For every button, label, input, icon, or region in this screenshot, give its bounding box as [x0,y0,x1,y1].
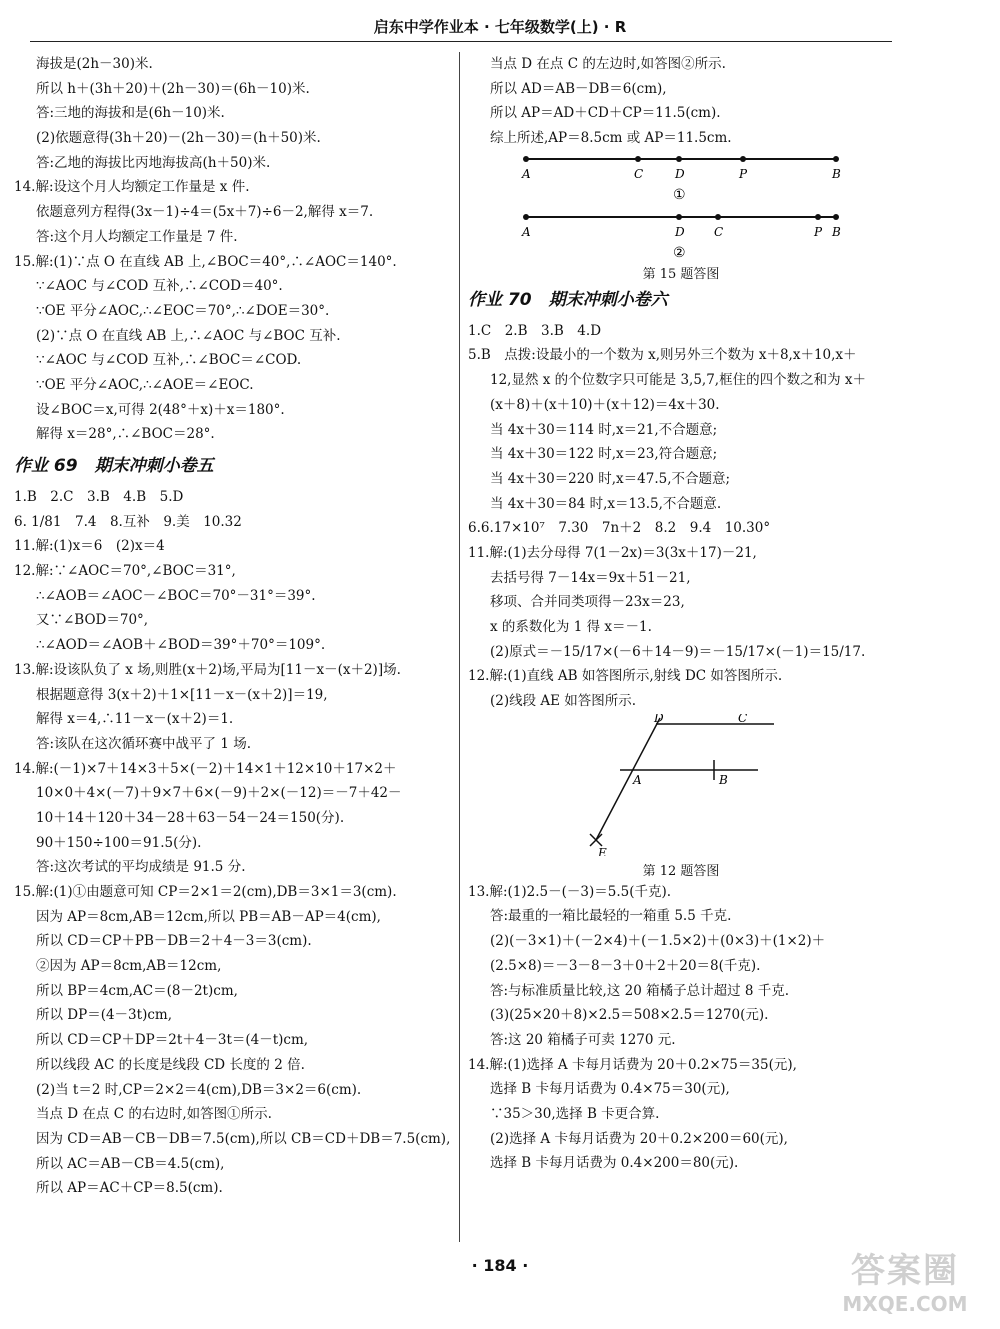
watermark-line1: 答案圈 [851,1251,959,1291]
text-line: 11.解:(1)x＝6 (2)x＝4 [14,538,165,555]
text-line: 10×0＋4×(－7)＋9×7＋6×(－9)＋2×(－12)＝－7＋42－ [36,785,402,802]
text-line: 当 4x＋30＝220 时,x＝47.5,不合题意; [490,470,731,487]
text-line: (2)∵点 O 在直线 AB 上,∴∠AOC 与∠BOC 互补. [36,327,341,344]
text-line: (3)(25×20＋8)×2.5＝508×2.5＝1270(元). [490,1007,769,1024]
text-line: 13.解:(1)2.5－(－3)＝5.5(千克). [468,883,672,900]
figure-12 [468,714,894,880]
text-line: (x＋8)＋(x＋10)＋(x＋12)＝4x＋30. [490,396,720,413]
text-line: 选择 B 卡每月话费为 0.4×200＝80(元). [490,1155,739,1172]
text-line: 因为 AP＝8cm,AB＝12cm,所以 PB＝AB－AP＝4(cm), [36,908,381,925]
text-line: ∵∠AOC 与∠COD 互补,∴∠COD＝40°. [36,278,283,295]
text-line: 当 4x＋30＝84 时,x＝13.5,不合题意. [490,495,722,512]
point-p-1 [740,156,746,162]
label-c: C [738,713,748,725]
text-line: (2)当 t＝2 时,CP＝2×2＝4(cm),DB＝3×2＝6(cm). [36,1081,362,1098]
text-line: ∵35＞30,选择 B 卡更合算. [490,1105,660,1122]
label-b: B [719,772,728,787]
figure-marker-2: ② [673,244,686,261]
text-line: ∵∠AOC 与∠COD 互补,∴∠BOC＝∠COD. [36,352,302,369]
label-a-1: A [522,166,531,181]
text-line: (2)(－3×1)＋(－2×4)＋(－1.5×2)＋(0×3)＋(1×2)＋ [490,933,826,950]
text-line: 15.解:(1)∵点 O 在直线 AB 上,∠BOC＝40°,∴∠AOC＝140°. [14,253,397,270]
text-line: 所以 h＋(3h＋20)＋(2h－30)＝(6h－10)米. [36,80,310,97]
watermark-line2: MXQE.COM [842,1292,968,1316]
text-line: (2)原式＝－15/17×(－6＋14－9)＝－15/17×(－1)＝15/17. [490,643,866,660]
text-line: 所以线段 AC 的长度是线段 CD 长度的 2 倍. [36,1056,305,1073]
text-line: 所以 BP＝4cm,AC＝(8－2t)cm, [36,982,238,999]
point-c-1 [635,156,641,162]
text-line: 答:三地的海拔和是(6h－10)米. [36,105,225,122]
point-d-2 [676,214,682,220]
text-line: 去括号得 7－14x＝9x＋51－21, [490,569,691,586]
text-line: ∴∠AOB＝∠AOC－∠BOC＝70°－31°＝39°. [36,587,316,604]
figure-15-caption: 第 15 题答图 [642,266,720,282]
text-line: 答:这 20 箱橘子可卖 1270 元. [490,1031,676,1048]
text-line: (2.5×8)＝－3－8－3＋0＋2＋20＝8(千克). [490,957,761,974]
text-line: 6. 1/81 7.4 8.互补 9.美 10.32 [14,513,242,530]
text-line: 12.解:∵∠AOC＝70°,∠BOC＝31°, [14,563,236,580]
text-line: 解得 x＝28°,∴∠BOC＝28°. [36,426,215,443]
text-line: 答:这个月人均额定工作量是 7 件. [36,228,238,245]
text-line: 答:这次考试的平均成绩是 91.5 分. [36,859,246,876]
text-line: 答:乙地的海拔比丙地海拔高(h＋50)米. [36,154,271,171]
left-lines-b [14,485,454,1201]
text-line: 又∵∠BOD＝70°, [36,612,149,629]
section-heading-69: 作业 69 期末冲刺小卷五 [14,456,214,476]
text-line: 综上所述,AP＝8.5cm 或 AP＝11.5cm. [490,130,732,147]
text-line: 1.C 2.B 3.B 4.D [468,322,602,339]
text-line: ②因为 AP＝8cm,AB＝12cm, [36,958,222,975]
text-line: 解得 x＝4,∴11－x－(x＋2)＝1. [36,711,234,728]
text-line: 依题意列方程得(3x－1)÷4＝(5x＋7)÷6－2,解得 x＝7. [36,204,374,221]
right-column [468,52,894,1176]
text-line: 11.解:(1)去分母得 7(1－2x)＝3(3x＋17)－21, [468,544,757,561]
text-line: 12,显然 x 的个位数字只可能是 3,5,7,框住的四个数之和为 x＋ [490,372,867,389]
segment-ae [596,718,660,840]
point-b-2 [833,214,839,220]
text-line: 所以 CD＝CP＋PB－DB＝2＋4－3＝3(cm). [36,933,312,950]
left-lines-a [14,52,454,447]
label-d-2: D [675,224,685,239]
point-a-1 [523,156,529,162]
column-divider [459,52,460,1242]
text-line: ∵OE 平分∠AOC,∴∠EOC＝70°,∴∠DOE＝30°. [36,302,330,319]
text-line: (2)线段 AE 如答图所示. [490,693,637,710]
right-lines-a [468,52,894,151]
label-p-1: P [739,166,748,181]
label-a-2: A [522,224,531,239]
text-line: 选择 B 卡每月话费为 0.4×75＝30(元), [490,1081,730,1098]
point-b-1 [833,156,839,162]
text-line: 根据题意得 3(x＋2)＋1×[11－x－(x＋2)]＝19, [36,686,328,703]
text-line: 6.6.17×10⁷ 7.30 7n＋2 8.2 9.4 10.30° [468,520,771,537]
label-e: E [598,845,607,856]
header-rule [30,41,892,42]
text-line: 14.解:(－1)×7＋14×3＋5×(－2)＋14×1＋12×10＋17×2＋ [14,760,397,777]
text-line: ∵OE 平分∠AOC,∴∠AOE＝∠EOC. [36,376,254,393]
text-line: 90＋150÷100＝91.5(分). [36,834,202,851]
point-p-2 [815,214,821,220]
site-watermark [820,1250,990,1320]
text-line: 13.解:设该队负了 x 场,则胜(x＋2)场,平局为[11－x－(x＋2)]场. [14,661,401,678]
text-line: 15.解:(1)①由题意可知 CP＝2×1＝2(cm),DB＝3×1＝3(cm). [14,884,397,900]
text-line: 14.解:(1)选择 A 卡每月话费为 20＋0.2×75＝35(元), [468,1056,797,1073]
figure-12-caption: 第 12 题答图 [642,863,720,879]
text-line: 所以 AD＝AB－DB＝6(cm), [490,80,667,97]
text-line: 答:最重的一箱比最轻的一箱重 5.5 千克. [490,908,732,925]
running-header: 启东中学作业本 · 七年级数学(上) · R [373,18,627,36]
label-b-2: B [832,224,841,239]
text-line: 10＋14＋120＋34－28＋63－54－24＝150(分). [36,809,345,826]
text-line: (2)依题意得(3h＋20)－(2h－30)＝(h＋50)米. [36,130,321,147]
figure-15 [468,151,894,281]
text-line: (2)选择 A 卡每月话费为 20＋0.2×200＝60(元), [490,1130,788,1147]
text-line: 当点 D 在点 C 的右边时,如答图①所示. [36,1106,272,1123]
text-line: 答:该队在这次循环赛中战平了 1 场. [36,735,252,752]
right-lines-c [468,880,894,1176]
figure-marker-1: ① [673,186,686,203]
text-line: x 的系数化为 1 得 x＝－1. [490,619,652,635]
text-line: 5.B 点拨:设最小的一个数为 x,则另外三个数为 x＋8,x＋10,x＋ [468,347,857,364]
text-line: 答:与标准质量比较,这 20 箱橘子总计超过 8 千克. [490,982,790,999]
text-line: 移项、合并同类项得－23x＝23, [490,594,685,611]
label-c-2: C [714,224,724,239]
text-line: 12.解:(1)直线 AB 如答图所示,射线 DC 如答图所示. [468,668,783,685]
text-line: 当点 D 在点 C 的左边时,如答图②所示. [490,56,726,72]
point-d-1 [676,156,682,162]
text-line: 所以 CD＝CP＋DP＝2t＋4－3t＝(4－t)cm, [36,1032,309,1049]
label-d: D [654,713,664,725]
text-line: 因为 CD＝AB－CB－DB＝7.5(cm),所以 CB＝CD＋DB＝7.5(cm), [36,1130,451,1147]
text-line: 所以 AP＝AD＋CD＋CP＝11.5(cm). [490,105,721,122]
point-c-2 [715,214,721,220]
text-line: 1.B 2.C 3.B 4.B 5.D [14,489,184,505]
label-c-1: C [634,166,644,181]
text-line: 14.解:设这个月人均额定工作量是 x 件. [14,179,250,196]
point-a-2 [523,214,529,220]
label-b-1: B [832,166,841,181]
text-line: ∴∠AOD＝∠AOB＋∠BOD＝39°＋70°＝109°. [36,637,326,654]
text-line: 所以 AC＝AB－CB＝4.5(cm), [36,1155,225,1172]
text-line: 当 4x＋30＝122 时,x＝23,符合题意; [490,446,718,463]
text-line: 当 4x＋30＝114 时,x＝21,不合题意; [490,421,718,438]
text-line: 所以 DP＝(4－3t)cm, [36,1007,172,1024]
label-a: A [633,772,642,787]
label-d-1: D [675,166,685,181]
page-number: · 184 · [471,1256,529,1275]
figure-12-diagram [468,714,894,856]
text-line: 设∠BOC＝x,可得 2(48°＋x)＋x＝180°. [36,401,285,418]
section-heading-70: 作业 70 期末冲刺小卷六 [468,289,668,310]
figure-15-diagram [468,151,894,263]
right-lines-b [468,319,894,714]
left-column [14,52,454,1201]
label-p-2: P [814,224,823,239]
text-line: 海拔是(2h－30)米. [36,56,153,72]
text-line: 所以 AP＝AC＋CP＝8.5(cm). [36,1180,223,1197]
